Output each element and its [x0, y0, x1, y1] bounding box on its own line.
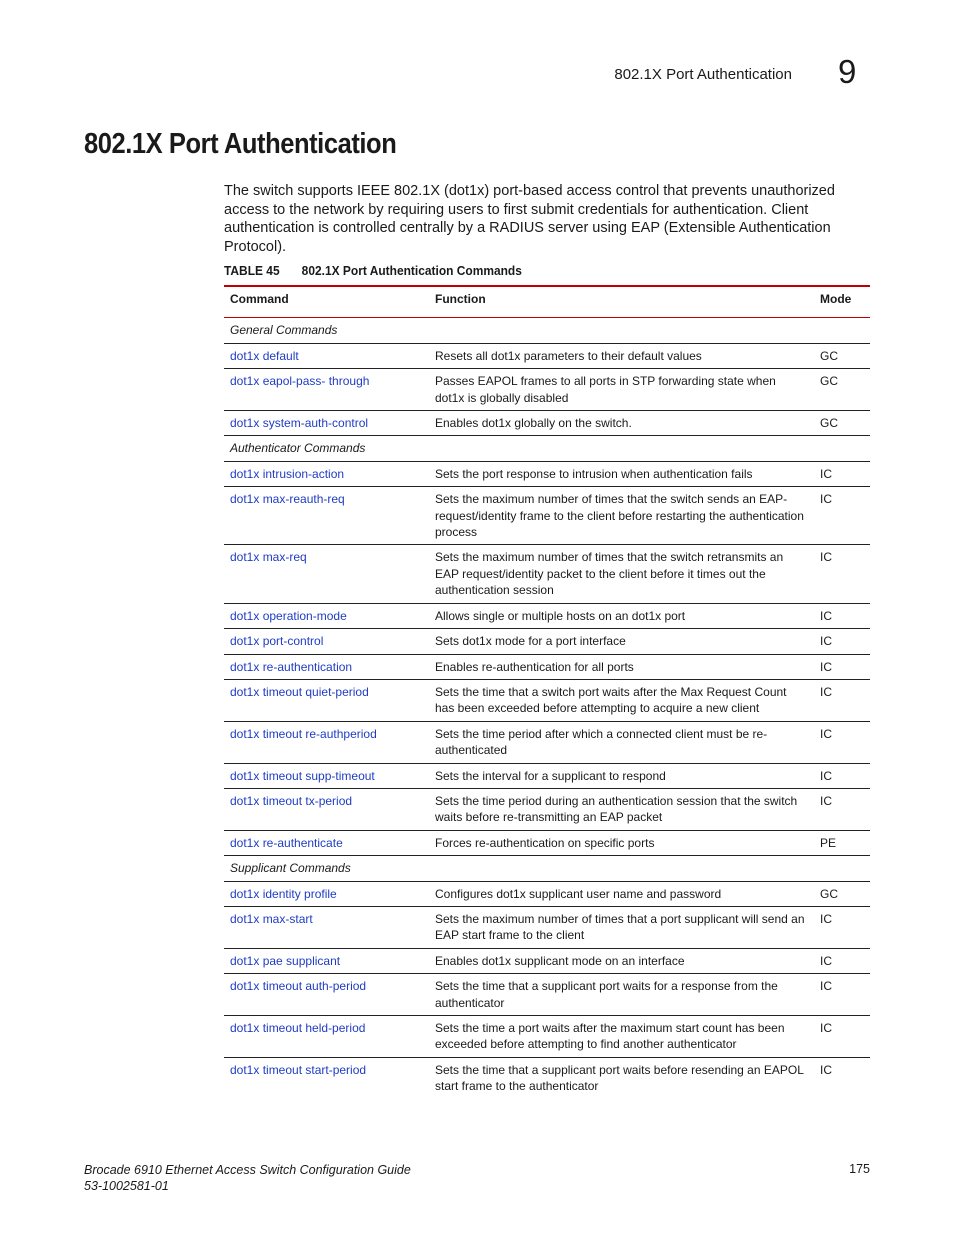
command-link[interactable]: dot1x timeout tx-period [224, 788, 429, 830]
table-row [224, 679, 870, 721]
table-row [224, 948, 870, 973]
mode-cell: IC [814, 654, 870, 679]
mode-cell: IC [814, 1016, 870, 1058]
mode-cell: IC [814, 763, 870, 788]
footer-book-title: Brocade 6910 Ethernet Access Switch Configuration Guide [84, 1163, 411, 1177]
table-row [224, 411, 870, 436]
command-link[interactable]: dot1x max-start [224, 906, 429, 948]
column-header-command: Command [224, 286, 429, 318]
function-cell: Sets the time a port waits after the maximum start count has been exceeded before attempting to find another authenticator [429, 1016, 814, 1058]
function-cell: Enables dot1x supplicant mode on an interface [429, 948, 814, 973]
section-title: 802.1X Port Authentication [84, 128, 397, 160]
command-link[interactable]: dot1x re-authentication [224, 654, 429, 679]
group-label: Supplicant Commands [224, 856, 870, 881]
mode-cell: GC [814, 881, 870, 906]
command-link[interactable]: dot1x timeout start-period [230, 1062, 367, 1077]
function-cell: Allows single or multiple hosts on an dot1x port [429, 603, 814, 628]
footer-doc-number: 53-1002581-01 [84, 1179, 169, 1193]
table-group-row [224, 436, 870, 461]
mode-cell: IC [814, 721, 870, 763]
mode-cell: GC [814, 411, 870, 436]
table-row [224, 603, 870, 628]
page-number: 175 [849, 1162, 870, 1176]
table-caption [224, 263, 522, 278]
mode-cell: IC [814, 679, 870, 721]
table-row [224, 654, 870, 679]
table-row [224, 974, 870, 1016]
function-cell: Sets the time that a switch port waits after the Max Request Count has been exceeded before attempting to acquire a new client [429, 679, 814, 721]
group-label: General Commands [224, 318, 870, 343]
column-header-function: Function [429, 286, 814, 318]
mode-cell: IC [820, 1062, 832, 1077]
command-link[interactable]: dot1x timeout supp-timeout [224, 763, 429, 788]
group-label: Authenticator Commands [224, 436, 870, 461]
mode-cell: IC [814, 487, 870, 545]
table-row [224, 1016, 870, 1058]
command-link[interactable]: dot1x timeout auth-period [224, 974, 429, 1016]
function-cell: Sets the time period during an authentication session that the switch waits before re-transmitting an EAP packet [429, 788, 814, 830]
mode-cell: IC [814, 906, 870, 948]
mode-cell: IC [814, 948, 870, 973]
function-cell: Sets the time that a supplicant port waits before resending an EAPOL start frame to the authenticator [435, 1062, 804, 1094]
table-row [224, 545, 870, 603]
function-cell: Sets the time that a supplicant port waits for a response from the authenticator [429, 974, 814, 1016]
table-row [224, 721, 870, 763]
table-label: TABLE 45 [224, 263, 280, 278]
table-row [224, 629, 870, 654]
function-cell: Enables dot1x globally on the switch. [429, 411, 814, 436]
command-link[interactable]: dot1x pae supplicant [224, 948, 429, 973]
table-row [224, 763, 870, 788]
table-row [224, 487, 870, 545]
table-row [224, 881, 870, 906]
command-link[interactable]: dot1x max-reauth-req [224, 487, 429, 545]
command-link[interactable]: dot1x timeout quiet-period [224, 679, 429, 721]
function-cell: Sets the maximum number of times that the switch retransmits an EAP request/identity packet to the client before it times out the authentication session [429, 545, 814, 603]
commands-table [224, 285, 870, 1099]
command-link[interactable]: dot1x eapol-pass- through [224, 369, 429, 411]
table-row [224, 369, 870, 411]
mode-cell: IC [814, 788, 870, 830]
command-link[interactable]: dot1x timeout re-authperiod [224, 721, 429, 763]
command-link[interactable]: dot1x re-authenticate [224, 830, 429, 855]
command-link[interactable]: dot1x default [224, 343, 429, 368]
table-row [224, 1057, 870, 1098]
table-row [224, 830, 870, 855]
table-row [224, 343, 870, 368]
table-header-row [224, 286, 870, 318]
function-cell: Configures dot1x supplicant user name and password [429, 881, 814, 906]
mode-cell: GC [814, 343, 870, 368]
command-link[interactable]: dot1x system-auth-control [224, 411, 429, 436]
table-row [224, 906, 870, 948]
mode-cell: PE [814, 830, 870, 855]
intro-paragraph: The switch supports IEEE 802.1X (dot1x) port-based access control that prevents unauthorized access to the network by requiring users to first submit credentials for authentication. Client authentication is controlled centrally by a RADIUS server using EAP (Extensible Authentication Protocol). [224, 183, 835, 256]
running-header-title: 802.1X Port Authentication [614, 66, 792, 83]
function-cell: Sets the time period after which a connected client must be re-authenticated [429, 721, 814, 763]
table-row [224, 788, 870, 830]
command-link[interactable]: dot1x intrusion-action [224, 461, 429, 486]
chapter-number: 9 [838, 53, 857, 90]
function-cell: Sets the maximum number of times that a port supplicant will send an EAP start frame to the client [429, 906, 814, 948]
function-cell: Sets dot1x mode for a port interface [429, 629, 814, 654]
function-cell: Passes EAPOL frames to all ports in STP forwarding state when dot1x is globally disabled [429, 369, 814, 411]
table-title: 802.1X Port Authentication Commands [301, 263, 522, 278]
command-link[interactable]: dot1x operation-mode [224, 603, 429, 628]
function-cell: Resets all dot1x parameters to their default values [429, 343, 814, 368]
table-group-row [224, 318, 870, 343]
function-cell: Sets the port response to intrusion when authentication fails [429, 461, 814, 486]
mode-cell: IC [814, 629, 870, 654]
mode-cell: IC [814, 461, 870, 486]
function-cell: Forces re-authentication on specific ports [429, 830, 814, 855]
command-link[interactable]: dot1x identity profile [224, 881, 429, 906]
mode-cell: IC [814, 974, 870, 1016]
command-link[interactable]: dot1x port-control [224, 629, 429, 654]
footer-book-info [84, 1162, 411, 1194]
column-header-mode: Mode [814, 286, 870, 318]
function-cell: Sets the maximum number of times that the switch sends an EAP-request/identity frame to the client before restarting the authentication process [429, 487, 814, 545]
mode-cell: IC [814, 603, 870, 628]
function-cell: Enables re-authentication for all ports [429, 654, 814, 679]
command-link[interactable]: dot1x max-req [224, 545, 429, 603]
command-link[interactable]: dot1x timeout held-period [224, 1016, 429, 1058]
table-group-row [224, 856, 870, 881]
table-row [224, 461, 870, 486]
function-cell: Sets the interval for a supplicant to respond [429, 763, 814, 788]
mode-cell: GC [814, 369, 870, 411]
mode-cell: IC [814, 545, 870, 603]
